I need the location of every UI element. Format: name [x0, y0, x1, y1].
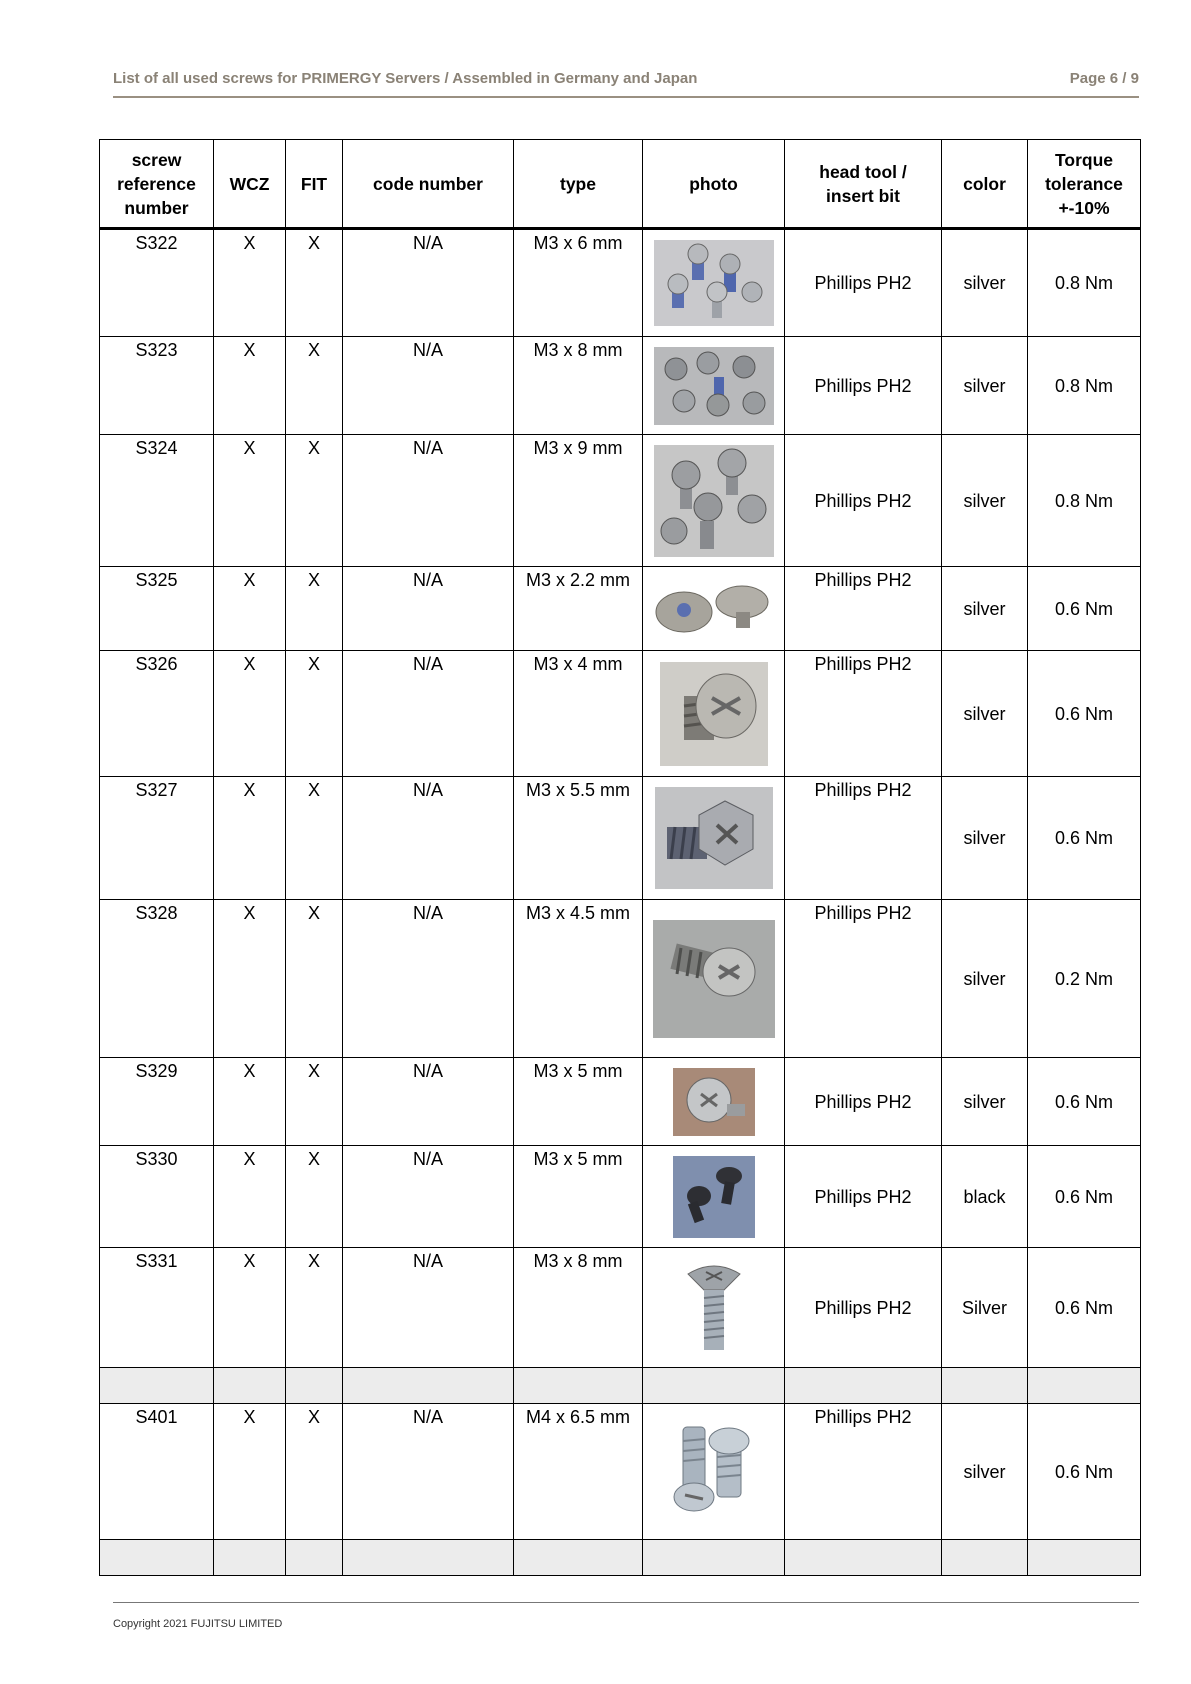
cell-color: silver [942, 651, 1028, 777]
table-row [100, 229, 1141, 337]
table-row [100, 435, 1141, 567]
table-row [100, 651, 1141, 777]
cell-tool [785, 1540, 942, 1576]
copyright-text: Copyright 2021 FUJITSU LIMITED [113, 1618, 283, 1630]
cell-type: M3 x 5.5 mm [514, 777, 643, 900]
cell-torque: 0.8 Nm [1028, 337, 1141, 435]
cell-fit: X [286, 900, 343, 1058]
cell-tool: Phillips PH2 [785, 1146, 942, 1248]
cell-code: N/A [343, 435, 514, 567]
cell-photo [643, 651, 785, 777]
screw-photo [660, 662, 768, 766]
cell-wcz: X [214, 1146, 286, 1248]
cell-color [942, 1368, 1028, 1404]
cell-fit: X [286, 1404, 343, 1540]
cell-color: Silver [942, 1248, 1028, 1368]
cell-torque [1028, 1368, 1141, 1404]
table-row [100, 1248, 1141, 1368]
cell-wcz [214, 1368, 286, 1404]
cell-photo [643, 777, 785, 900]
cell-photo [643, 435, 785, 567]
cell-type: M3 x 2.2 mm [514, 567, 643, 651]
cell-color: silver [942, 229, 1028, 337]
cell-type: M3 x 4.5 mm [514, 900, 643, 1058]
cell-torque: 0.6 Nm [1028, 1248, 1141, 1368]
column-header-type: type [514, 140, 643, 229]
cell-color: silver [942, 337, 1028, 435]
cell-ref: S328 [100, 900, 214, 1058]
cell-color: silver [942, 567, 1028, 651]
cell-fit: X [286, 567, 343, 651]
cell-photo [643, 1540, 785, 1576]
cell-ref [100, 1368, 214, 1404]
cell-tool: Phillips PH2 [785, 1404, 942, 1540]
cell-wcz [214, 1540, 286, 1576]
screw-photo [654, 240, 774, 326]
cell-fit: X [286, 777, 343, 900]
screw-photo [673, 1156, 755, 1238]
cell-torque: 0.8 Nm [1028, 229, 1141, 337]
cell-type: M3 x 4 mm [514, 651, 643, 777]
table-row [100, 900, 1141, 1058]
cell-wcz: X [214, 1058, 286, 1146]
cell-photo [643, 567, 785, 651]
screw-photo [655, 787, 773, 889]
cell-torque: 0.6 Nm [1028, 777, 1141, 900]
cell-type [514, 1540, 643, 1576]
cell-ref: S322 [100, 229, 214, 337]
page-header [113, 68, 1139, 98]
cell-photo [643, 900, 785, 1058]
cell-type: M3 x 9 mm [514, 435, 643, 567]
screw-photo [684, 1260, 744, 1356]
column-header-screw-reference-number: screw reference number [100, 140, 214, 229]
cell-fit: X [286, 1146, 343, 1248]
cell-fit: X [286, 435, 343, 567]
cell-type: M4 x 6.5 mm [514, 1404, 643, 1540]
cell-tool: Phillips PH2 [785, 651, 942, 777]
cell-torque: 0.8 Nm [1028, 435, 1141, 567]
cell-code: N/A [343, 1058, 514, 1146]
cell-ref: S327 [100, 777, 214, 900]
table-row-empty [100, 1540, 1141, 1576]
column-header-fit: FIT [286, 140, 343, 229]
cell-tool: Phillips PH2 [785, 337, 942, 435]
cell-photo [643, 1058, 785, 1146]
cell-photo [643, 1146, 785, 1248]
table-row [100, 567, 1141, 651]
cell-wcz: X [214, 651, 286, 777]
cell-fit: X [286, 1058, 343, 1146]
screw-table [99, 139, 1141, 1576]
cell-tool: Phillips PH2 [785, 1058, 942, 1146]
cell-fit [286, 1368, 343, 1404]
cell-fit [286, 1540, 343, 1576]
column-header-photo: photo [643, 140, 785, 229]
document-title: List of all used screws for PRIMERGY Servers / Assembled in Germany and Japan [113, 70, 698, 87]
cell-code: N/A [343, 567, 514, 651]
cell-ref: S325 [100, 567, 214, 651]
cell-ref: S331 [100, 1248, 214, 1368]
cell-type [514, 1368, 643, 1404]
cell-fit: X [286, 337, 343, 435]
cell-ref: S330 [100, 1146, 214, 1248]
cell-ref: S323 [100, 337, 214, 435]
screw-photo [673, 1068, 755, 1136]
column-header-code-number: code number [343, 140, 514, 229]
cell-code: N/A [343, 1248, 514, 1368]
table-row [100, 777, 1141, 900]
column-header-wcz: WCZ [214, 140, 286, 229]
cell-torque: 0.2 Nm [1028, 900, 1141, 1058]
cell-code: N/A [343, 229, 514, 337]
cell-torque: 0.6 Nm [1028, 651, 1141, 777]
page-number: Page 6 / 9 [1069, 70, 1139, 87]
cell-photo [643, 1368, 785, 1404]
table-row [100, 1146, 1141, 1248]
cell-wcz: X [214, 229, 286, 337]
cell-type: M3 x 6 mm [514, 229, 643, 337]
screw-photo [667, 1417, 761, 1527]
cell-fit: X [286, 1248, 343, 1368]
cell-color: silver [942, 1404, 1028, 1540]
cell-tool: Phillips PH2 [785, 900, 942, 1058]
cell-photo [643, 1404, 785, 1540]
cell-fit: X [286, 651, 343, 777]
table-row [100, 1404, 1141, 1540]
cell-tool [785, 1368, 942, 1404]
cell-ref: S329 [100, 1058, 214, 1146]
cell-wcz: X [214, 337, 286, 435]
cell-wcz: X [214, 777, 286, 900]
table-row [100, 1058, 1141, 1146]
cell-torque [1028, 1540, 1141, 1576]
cell-photo [643, 229, 785, 337]
cell-tool: Phillips PH2 [785, 435, 942, 567]
cell-code: N/A [343, 900, 514, 1058]
cell-ref: S326 [100, 651, 214, 777]
cell-wcz: X [214, 567, 286, 651]
cell-wcz: X [214, 1248, 286, 1368]
cell-ref [100, 1540, 214, 1576]
cell-wcz: X [214, 1404, 286, 1540]
cell-photo [643, 337, 785, 435]
cell-color: silver [942, 777, 1028, 900]
cell-photo [643, 1248, 785, 1368]
cell-code: N/A [343, 777, 514, 900]
column-header-head-tool: head tool / insert bit [785, 140, 942, 229]
screw-photo [653, 920, 775, 1038]
cell-tool: Phillips PH2 [785, 567, 942, 651]
table-row-empty [100, 1368, 1141, 1404]
screw-photo [654, 347, 774, 425]
cell-ref: S401 [100, 1404, 214, 1540]
cell-ref: S324 [100, 435, 214, 567]
cell-code: N/A [343, 1146, 514, 1248]
cell-color: silver [942, 435, 1028, 567]
cell-wcz: X [214, 435, 286, 567]
cell-type: M3 x 5 mm [514, 1058, 643, 1146]
page-footer [113, 1602, 1139, 1630]
cell-fit: X [286, 229, 343, 337]
cell-type: M3 x 8 mm [514, 337, 643, 435]
cell-code [343, 1368, 514, 1404]
cell-code: N/A [343, 651, 514, 777]
column-header-color: color [942, 140, 1028, 229]
cell-code [343, 1540, 514, 1576]
cell-color: silver [942, 900, 1028, 1058]
table-row [100, 337, 1141, 435]
cell-tool: Phillips PH2 [785, 229, 942, 337]
cell-tool: Phillips PH2 [785, 777, 942, 900]
cell-color: black [942, 1146, 1028, 1248]
cell-code: N/A [343, 337, 514, 435]
cell-wcz: X [214, 900, 286, 1058]
table-header-row [100, 140, 1141, 229]
screw-photo [652, 576, 776, 642]
cell-color: silver [942, 1058, 1028, 1146]
cell-type: M3 x 8 mm [514, 1248, 643, 1368]
cell-torque: 0.6 Nm [1028, 1058, 1141, 1146]
cell-torque: 0.6 Nm [1028, 1404, 1141, 1540]
cell-code: N/A [343, 1404, 514, 1540]
cell-color [942, 1540, 1028, 1576]
column-header-torque: Torque tolerance +-10% [1028, 140, 1141, 229]
cell-type: M3 x 5 mm [514, 1146, 643, 1248]
cell-tool: Phillips PH2 [785, 1248, 942, 1368]
screw-photo [654, 445, 774, 557]
cell-torque: 0.6 Nm [1028, 567, 1141, 651]
cell-torque: 0.6 Nm [1028, 1146, 1141, 1248]
